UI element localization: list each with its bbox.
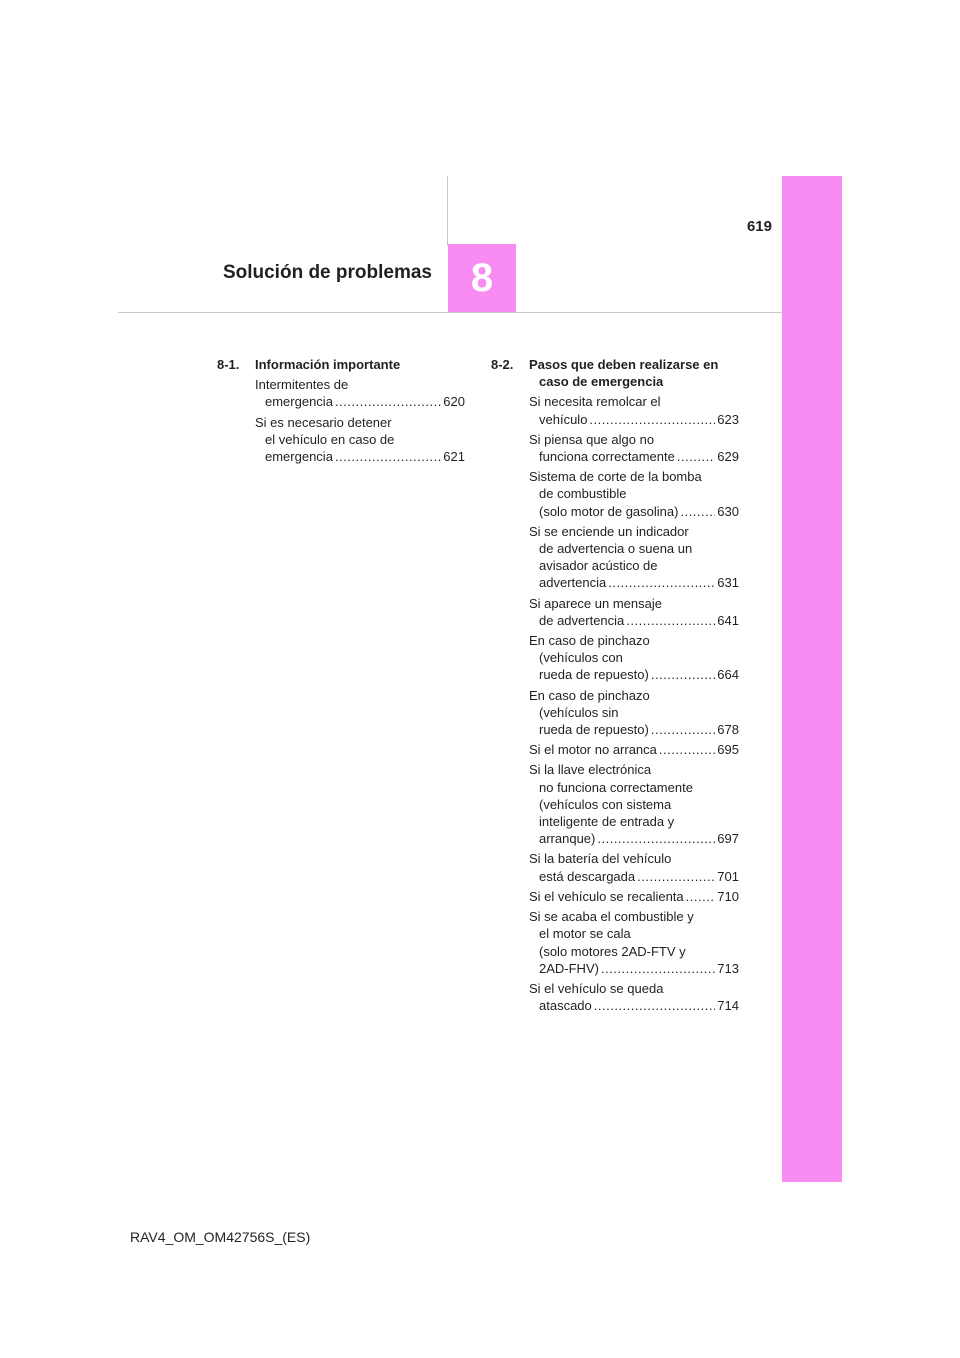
- toc-page-number: 623: [717, 411, 739, 427]
- toc-page-number: 710: [717, 888, 739, 904]
- toc-entry-text: el motor se cala: [539, 926, 631, 942]
- toc-entry[interactable]: [529, 431, 739, 465]
- toc-entry-text: Si el motor no arranca: [529, 742, 657, 758]
- toc-entry-text: rueda de repuesto): [539, 722, 649, 738]
- toc-entry-text: emergencia: [265, 449, 333, 465]
- toc-entry-text: Si aparece un mensaje: [529, 595, 662, 611]
- toc-entry-list: [491, 393, 739, 1014]
- toc-entry-text: vehículo: [539, 411, 588, 427]
- toc-entry-last-line: [529, 666, 739, 683]
- toc-entry-text: Si piensa que algo no: [529, 431, 655, 447]
- chapter-side-tab: [782, 176, 842, 1182]
- toc-entry-text: (vehículos con sistema: [539, 796, 672, 812]
- toc-entry[interactable]: [529, 595, 739, 629]
- toc-entry-text: el vehículo en caso de: [265, 431, 395, 447]
- toc-entry-text: de combustible: [539, 486, 627, 502]
- dot-leader: [597, 830, 715, 847]
- toc-entry[interactable]: [529, 393, 739, 427]
- toc-entry-last-line: [529, 741, 739, 758]
- chapter-number-badge: 8: [448, 244, 516, 312]
- toc-entry-last-line: [255, 393, 465, 410]
- toc-page-number: 701: [717, 868, 739, 884]
- section-heading: [491, 356, 739, 390]
- toc-entry-text: Si la llave electrónica: [529, 762, 652, 778]
- dot-leader: [335, 393, 441, 410]
- toc-entry-text: Si la batería del vehículo: [529, 851, 672, 867]
- toc-entry[interactable]: [529, 523, 739, 592]
- toc-entry-last-line: [529, 997, 739, 1014]
- toc-page-number: 620: [443, 394, 465, 410]
- toc-entry-text: avisador acústico de: [539, 558, 658, 574]
- toc-page-number: 621: [443, 449, 465, 465]
- toc-page-number: 713: [717, 960, 739, 976]
- toc-entry-last-line: [255, 448, 465, 465]
- toc-entry-text: funciona correctamente: [539, 449, 675, 465]
- toc-entry-text: 2AD-FHV): [539, 960, 599, 976]
- page-number: 619: [746, 218, 772, 235]
- toc-page-number: 714: [717, 998, 739, 1014]
- toc-section-8-1: [217, 356, 465, 468]
- toc-page-number: 630: [717, 503, 739, 519]
- toc-entry-text: (solo motor de gasolina): [539, 503, 679, 519]
- toc-entry[interactable]: [255, 414, 465, 466]
- toc-entry-text: En caso de pinchazo: [529, 687, 650, 703]
- toc-entry-text: arranque): [539, 831, 596, 847]
- header-vertical-rule: [447, 176, 448, 246]
- dot-leader: [686, 888, 716, 905]
- toc-page-number: 678: [717, 722, 739, 738]
- toc-entry-text: Si necesita remolcar el: [529, 394, 661, 410]
- chapter-title: Solución de problemas: [222, 262, 432, 283]
- dot-leader: [651, 666, 715, 683]
- toc-entry[interactable]: [529, 741, 739, 758]
- toc-entry[interactable]: [529, 468, 739, 520]
- toc-entry-last-line: [529, 574, 739, 591]
- toc-page-number: 631: [717, 575, 739, 591]
- section-heading: [217, 356, 465, 373]
- section-title: Pasos que deben realizarse en caso de emergencia: [529, 357, 719, 390]
- document-id: RAV4_OM_OM42756S_(ES): [130, 1229, 311, 1245]
- toc-entry-text: Si se acaba el combustible y: [529, 909, 694, 925]
- toc-entry-text: Sistema de corte de la bomba: [529, 469, 702, 485]
- toc-entry-text: atascado: [539, 998, 592, 1014]
- toc-entry-text: emergencia: [265, 394, 333, 410]
- toc-entry-text: advertencia: [539, 575, 607, 591]
- toc-entry-list: [217, 376, 465, 465]
- section-number: 8-2.: [491, 357, 514, 372]
- toc-entry[interactable]: [529, 687, 739, 739]
- toc-entry-text: (vehículos sin: [539, 704, 619, 720]
- toc-entry-last-line: [529, 888, 739, 905]
- toc-entry-text: Si es necesario detener: [255, 414, 392, 430]
- toc-entry-last-line: [529, 721, 739, 738]
- dot-leader: [594, 997, 716, 1014]
- toc-entry-text: (vehículos con: [539, 650, 623, 666]
- toc-entry[interactable]: [529, 980, 739, 1014]
- toc-entry-text: está descargada: [539, 868, 636, 884]
- toc-entry-text: (solo motores 2AD-FTV y: [539, 943, 686, 959]
- toc-entry[interactable]: [529, 761, 739, 847]
- header-horizontal-rule: [118, 312, 782, 313]
- toc-entry-text: de advertencia: [539, 612, 625, 628]
- dot-leader: [601, 960, 715, 977]
- dot-leader: [589, 411, 715, 428]
- toc-entry-last-line: [529, 868, 739, 885]
- toc-entry-text: inteligente de entrada y: [539, 814, 675, 830]
- dot-leader: [608, 574, 715, 591]
- section-number: 8-1.: [217, 357, 240, 372]
- toc-entry[interactable]: [529, 908, 739, 977]
- dot-leader: [677, 448, 715, 465]
- toc-section-8-2: [491, 356, 739, 1017]
- toc-page-number: 641: [717, 612, 739, 628]
- toc-entry[interactable]: [255, 376, 465, 410]
- toc-entry-text: Intermitentes de: [255, 377, 349, 393]
- toc-entry-last-line: [529, 448, 739, 465]
- toc-entry-text: En caso de pinchazo: [529, 633, 650, 649]
- toc-entry-last-line: [529, 503, 739, 520]
- section-title: Información importante: [255, 357, 401, 372]
- toc-entry-last-line: [529, 411, 739, 428]
- toc-entry-last-line: [529, 612, 739, 629]
- toc-entry[interactable]: [529, 850, 739, 884]
- toc-entry-last-line: [529, 960, 739, 977]
- dot-leader: [335, 448, 441, 465]
- toc-entry[interactable]: [529, 632, 739, 684]
- toc-entry-text: rueda de repuesto): [539, 667, 649, 683]
- toc-page-number: 697: [717, 831, 739, 847]
- toc-page-number: 629: [717, 449, 739, 465]
- toc-entry-text: Si el vehículo se queda: [529, 980, 664, 996]
- toc-entry[interactable]: [529, 888, 739, 905]
- toc-page-number: 664: [717, 667, 739, 683]
- toc-entry-text: de advertencia o suena un: [539, 541, 693, 557]
- dot-leader: [651, 721, 715, 738]
- dot-leader: [680, 503, 715, 520]
- dot-leader: [659, 741, 715, 758]
- toc-entry-text: Si el vehículo se recalienta: [529, 888, 684, 904]
- toc-entry-last-line: [529, 830, 739, 847]
- toc-entry-text: no funciona correctamente: [539, 779, 693, 795]
- toc-entry-text: Si se enciende un indicador: [529, 523, 689, 539]
- dot-leader: [637, 868, 715, 885]
- toc-page-number: 695: [717, 742, 739, 758]
- dot-leader: [626, 612, 715, 629]
